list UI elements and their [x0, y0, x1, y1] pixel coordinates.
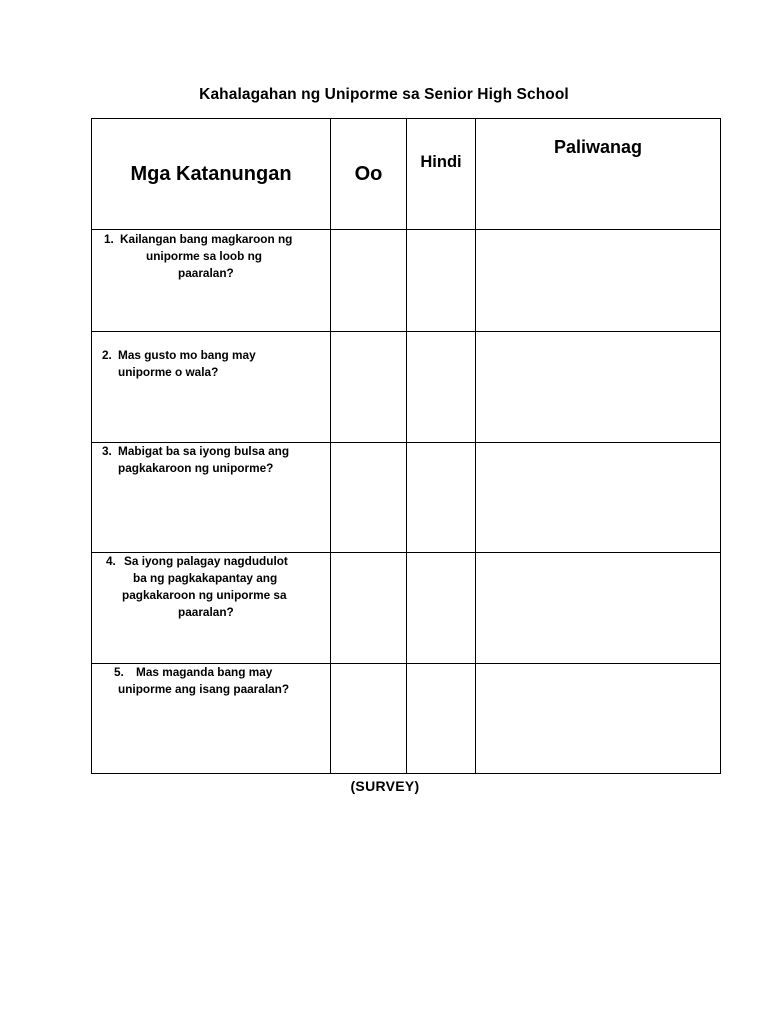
question-number: 1.: [104, 232, 114, 246]
answer-no-cell[interactable]: [407, 664, 476, 774]
question-cell: [92, 332, 331, 443]
table-row: [92, 332, 721, 443]
question-text: Sa iyong palagay nagdudulot: [124, 554, 288, 568]
question-text: Mas maganda bang may: [136, 665, 273, 679]
question-line: uniporme o wala?: [118, 365, 219, 379]
explanation-cell[interactable]: [476, 230, 721, 332]
question-line: [102, 347, 324, 364]
page-title: Kahalagahan ng Uniporme sa Senior High School: [199, 86, 569, 103]
question-line: [102, 443, 324, 460]
answer-no-cell[interactable]: [407, 332, 476, 443]
survey-caption: (SURVEY): [350, 778, 420, 794]
question-text: Mas gusto mo bang may: [118, 348, 256, 362]
question-line: [104, 231, 324, 248]
question-number: 4.: [106, 554, 116, 568]
answer-no-cell[interactable]: [407, 443, 476, 553]
question-line: [114, 664, 324, 681]
survey-table: [91, 118, 721, 774]
table-row: [92, 553, 721, 664]
answer-yes-cell[interactable]: [331, 664, 407, 774]
header-explanation: Paliwanag: [476, 119, 721, 230]
header-row: [92, 119, 721, 230]
question-line: pagkakaroon ng uniporme?: [118, 461, 274, 475]
question-line: paaralan?: [178, 605, 234, 619]
question-number: 2.: [102, 348, 112, 362]
explanation-cell[interactable]: [476, 443, 721, 553]
answer-yes-cell[interactable]: [331, 332, 407, 443]
answer-no-cell[interactable]: [407, 553, 476, 664]
header-questions: Mga Katanungan: [92, 119, 331, 230]
answer-yes-cell[interactable]: [331, 443, 407, 553]
table-row: [92, 230, 721, 332]
table-row: [92, 443, 721, 553]
header-no: Hindi: [407, 119, 476, 230]
question-line: paaralan?: [178, 266, 234, 280]
question-text: Mabigat ba sa iyong bulsa ang: [118, 444, 290, 458]
question-line: ba ng pagkakapantay ang: [133, 571, 278, 585]
explanation-cell[interactable]: [476, 332, 721, 443]
question-line: uniporme sa loob ng: [146, 249, 263, 263]
explanation-cell[interactable]: [476, 553, 721, 664]
table-row: [92, 664, 721, 774]
question-line: [106, 553, 324, 570]
explanation-cell[interactable]: [476, 664, 721, 774]
answer-no-cell[interactable]: [407, 230, 476, 332]
question-cell: [92, 443, 331, 553]
answer-yes-cell[interactable]: [331, 553, 407, 664]
question-number: 5.: [114, 665, 124, 679]
answer-yes-cell[interactable]: [331, 230, 407, 332]
question-cell: [92, 664, 331, 774]
question-number: 3.: [102, 444, 112, 458]
question-cell: [92, 230, 331, 332]
question-cell: [92, 553, 331, 664]
header-yes: Oo: [331, 119, 407, 230]
question-line: pagkakaroon ng uniporme sa: [122, 588, 287, 602]
question-text: Kailangan bang magkaroon ng: [120, 232, 293, 246]
question-line: uniporme ang isang paaralan?: [118, 682, 290, 696]
